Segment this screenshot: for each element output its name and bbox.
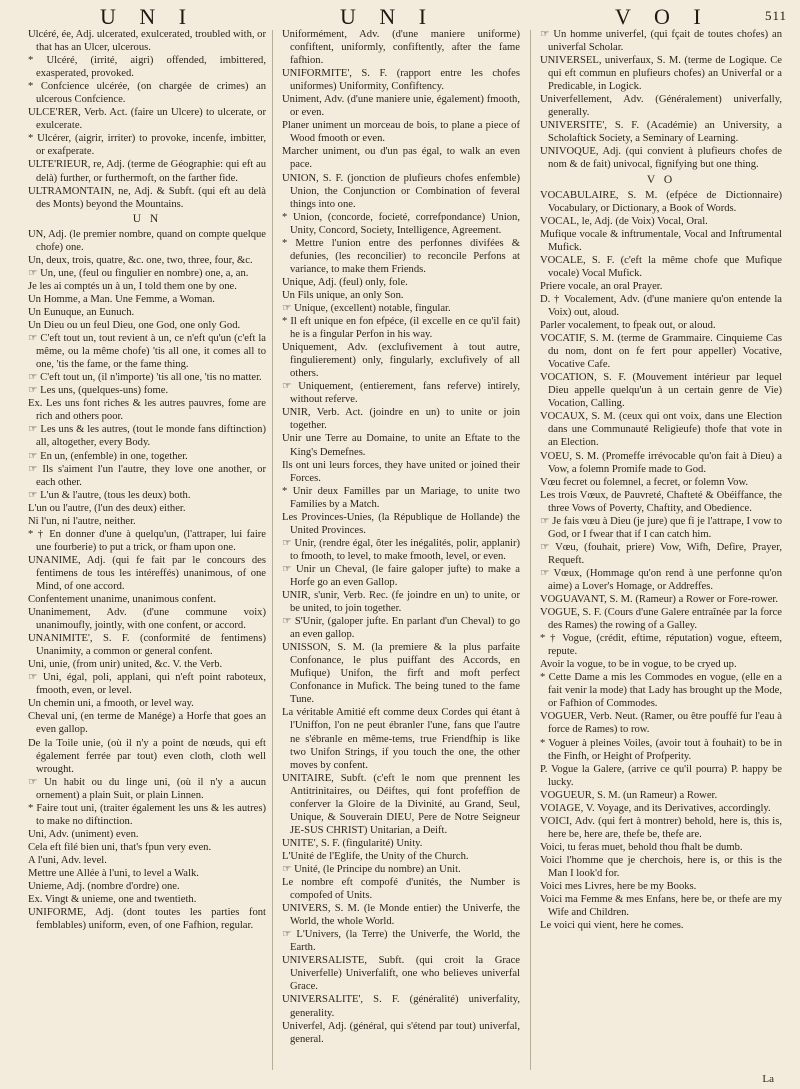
dictionary-entry: VOCAUX, S. M. (ceux qui ont voix, dans une Election dans une Communauté Religieufe) thofe that vote in an Election. bbox=[540, 411, 782, 449]
dictionary-entry: VOGUAVANT, S. M. (Rameur) a Rower or Fore-rower. bbox=[540, 594, 779, 606]
dictionary-entry: P. Vogue la Galere, (arrive ce qu'il pourra) P. happy be lucky. bbox=[540, 763, 782, 788]
dictionary-entry: Unique, Adj. (feul) only, fole. bbox=[282, 276, 408, 288]
dictionary-entry: VOICI, Adv. (qui fert à montrer) behold, here is, this is, here be, here are, thefe be, thefe are. bbox=[540, 815, 782, 840]
dictionary-entry: ULCE'RER, Verb. Act. (faire un Ulcere) to ulcerate, or exulcerate. bbox=[28, 107, 266, 132]
dictionary-entry: VOGUE, S. F. (Cours d'une Galere entraînée par la force des Rames) the rowing of a Galley. bbox=[540, 607, 782, 632]
dictionary-entry: UN, Adj. (le premier nombre, quand on compte quelque chofe) one. bbox=[28, 228, 266, 253]
dictionary-entry: Priere vocale, an oral Prayer. bbox=[540, 280, 663, 292]
dictionary-entry: Mettre une Allée à l'uni, to level a Walk. bbox=[28, 868, 199, 879]
catchword: La bbox=[762, 1073, 774, 1085]
dictionary-entry: Ulcéré, ée, Adj. ulcerated, exulcerated, troubled with, or that has an Ulcer, ulcerous. bbox=[28, 29, 266, 54]
dictionary-entry: Voici, tu feras muet, behold thou fhalt be dumb. bbox=[540, 841, 743, 853]
dictionary-entry: Mufique vocale & inftrumentale, Vocal and Inftrumental Mufick. bbox=[540, 228, 782, 253]
page-number: 511 bbox=[765, 8, 788, 23]
dictionary-entry: UNITAIRE, Subft. (c'eft le nom que prennent les Antitrinitaires, ou Déiftes, qui font profeffion de conferver la Gloire de la Divinité, au Grand, Seul, Unique, & Souverain DIEU, Pere de Notre Seigneur JE-SUS CHRIST) Unitarian, a Deift. bbox=[282, 772, 520, 836]
dictionary-entry: ☞ Les uns & les autres, (tout le monde fans diftinction) all, altogether, every Body. bbox=[28, 424, 266, 449]
dictionary-entry: * Ulcérer, (aigrir, irriter) to provoke, incenfe, imbitter, or exafperate. bbox=[28, 133, 266, 158]
dictionary-entry: ☞ Ils s'aiment l'un l'autre, they love one another, or each other. bbox=[28, 463, 266, 488]
dictionary-entry: VOCABULAIRE, S. M. (efpéce de Dictionnaire) Vocabulary, or Dictionary, a Book of Words. bbox=[540, 189, 782, 214]
dictionary-entry: UNION, S. F. (jonction de plufieurs chofes enfemble) Union, the Conjunction or Combination of feveral things into one. bbox=[282, 172, 520, 210]
dictionary-entry: Voici mes Livres, here be my Books. bbox=[540, 881, 697, 893]
dictionary-entry: ☞ Je fais vœu à Dieu (je jure) que fi je l'attrape, I vow to God, or I fwear that if I can catch him. bbox=[540, 515, 782, 540]
dictionary-entry: * Mettre l'union entre des perfonnes divifées & defunies, (les reconcilier) to reconcile Perfons at variance, to make them Friends. bbox=[282, 237, 520, 275]
dictionary-entry: * Faire tout uni, (traiter également les uns & les autres) to make no diftinction. bbox=[28, 802, 266, 827]
dictionary-entry: L'Unité de l'Eglife, the Unity of the Church. bbox=[282, 850, 469, 862]
section-heading: U N bbox=[132, 212, 162, 225]
running-head-right: V O I bbox=[615, 4, 710, 29]
dictionary-entry: ULTE'RIEUR, re, Adj. (terme de Géographie: qui eft au delà) further, or furthermoft, on the farther fide. bbox=[28, 159, 266, 184]
dictionary-entry: * Cette Dame a mis les Commodes en vogue, (elle en a fait venir la mode) that Lady has brought up the Mode, or Fafhion of Commodes. bbox=[540, 672, 782, 710]
dictionary-entry: UNIFORMITE', S. F. (rapport entre les chofes uniformes) Uniformity, Confiftency. bbox=[282, 68, 520, 93]
dictionary-entry: Ils ont uni leurs forces, they have united or joined their Forces. bbox=[282, 459, 520, 484]
dictionary-entry: Je les ai comptés un à un, I told them one by one. bbox=[28, 280, 237, 292]
dictionary-entry: UNANIME, Adj. (qui fe fait par le concours des fentimens de tous les intéreffés) unanimous, of one Mind, of one accord. bbox=[28, 554, 266, 592]
section-heading: V O bbox=[646, 173, 676, 186]
dictionary-entry: ☞ Un, une, (feul ou fingulier en nombre) one, a, an. bbox=[28, 267, 249, 279]
dictionary-entry: Voici ma Femme & mes Enfans, here be, or thefe are my Wife and Children. bbox=[540, 894, 782, 919]
dictionary-entry: VOGUER, Verb. Neut. (Ramer, ou être pouffé fur l'eau à force de Rames) to row. bbox=[540, 711, 782, 736]
running-head bbox=[0, 2, 800, 28]
dictionary-entry: ☞ En un, (enfemble) in one, together. bbox=[28, 450, 188, 462]
dictionary-entry: * Ulcéré, (irrité, aigri) offended, imbittered, exasperated, provoked. bbox=[28, 55, 266, 80]
dictionary-entry: ULTRAMONTAIN, ne, Adj. & Subft. (qui eft au delà des Monts) beyond the Mountains. bbox=[28, 185, 266, 210]
dictionary-entry: UNIFORME, Adj. (dont toutes les parties font femblables) uniform, even, of one Fafhion, regular. bbox=[28, 907, 266, 932]
dictionary-entry: Uniquement, Adv. (exclufivement à tout autre, fingulierement) only, fingularly, exclufively of all others. bbox=[282, 342, 520, 380]
dictionary-entry: Voici l'homme que je cherchois, here is, or this is the Man I look'd for. bbox=[540, 854, 782, 879]
dictionary-entry: * Union, (concorde, focieté, correfpondance) Union, Unity, Concord, Society, Intelligence, Agreement. bbox=[282, 211, 520, 236]
dictionary-entry: ☞ S'Unir, (galoper jufte. En parlant d'un Cheval) to go an even gallop. bbox=[282, 616, 520, 641]
dictionary-entry: UNIVERSEL, univerfaux, S. M. (terme de Logique. Ce qui eft commun en plufieurs chofes) an Univerfal or a Predicable, in Logick. bbox=[540, 55, 782, 93]
dictionary-entry: ☞ Unité, (le Principe du nombre) an Unit. bbox=[282, 864, 461, 875]
dictionary-entry: ☞ Unir, (rendre égal, ôter les inégalités, polir, applanir) to fmooth, to level, to make fmooth, level, or even. bbox=[282, 537, 520, 562]
dictionary-entry: Un Dieu ou un feul Dieu, one God, one only God. bbox=[28, 320, 241, 332]
dictionary-entry: UNANIMITE', S. F. (conformité de fentimens) Unanimity, a common or general confent. bbox=[28, 633, 266, 658]
dictionary-entry: VOIAGE, V. Voyage, and its Derivatives, accordingly. bbox=[540, 802, 771, 814]
column-left bbox=[28, 28, 266, 1082]
dictionary-entry: Le nombre eft compofé d'unités, the Number is compofed of Units. bbox=[282, 877, 520, 902]
dictionary-entry: ☞ Vœu, (fouhait, priere) Vow, Wifh, Defire, Prayer, Requeft. bbox=[540, 541, 782, 566]
dictionary-entry: Avoir la vogue, to be in vogue, to be cryed up. bbox=[540, 659, 737, 671]
dictionary-entry: ☞ L'Univers, (la Terre) the Univerfe, the World, the Earth. bbox=[282, 929, 520, 954]
dictionary-entry: UNIR, Verb. Act. (joindre en un) to unite or join together. bbox=[282, 407, 520, 432]
dictionary-entry: ☞ Uniquement, (entierement, fans referve) intirely, without referve. bbox=[282, 381, 520, 406]
dictionary-entry: VOCAL, le, Adj. (de Voix) Vocal, Oral. bbox=[540, 215, 708, 227]
dictionary-entry: Univerfellement, Adv. (Généralement) univerfally, generally. bbox=[540, 94, 782, 119]
dictionary-entry: Unir une Terre au Domaine, to unite an Eftate to the King's Demefnes. bbox=[282, 433, 520, 458]
dictionary-entry: ☞ Unir un Cheval, (le faire galoper jufte) to make a Horfe go an even Gallop. bbox=[282, 563, 520, 588]
dictionary-entry: VOCATION, S. F. (Mouvement intérieur par lequel Dieu appelle quelqu'un à un certain genre de Vie) Vocation, Calling. bbox=[540, 372, 782, 410]
column-rule-right bbox=[530, 30, 531, 1070]
dictionary-entry: Ex. Les uns font riches & les autres pauvres, fome are rich and others poor. bbox=[28, 398, 266, 423]
dictionary-entry: Cela eft filé bien uni, that's fpun very even. bbox=[28, 841, 212, 853]
dictionary-entry: Uniformément, Adv. (d'une maniere uniforme) confiftent, uniformly, confiftently, after the fame fafhion. bbox=[282, 29, 520, 67]
dictionary-entry: Uniment, Adv. (d'une maniere unie, également) fmooth, or even. bbox=[282, 94, 520, 119]
dictionary-entry: UNITE', S. F. (fingularité) Unity. bbox=[282, 837, 423, 849]
dictionary-entry: Vœu fecret ou folemnel, a fecret, or folemn Vow. bbox=[540, 476, 749, 488]
dictionary-entry: Marcher uniment, ou d'un pas égal, to walk an even pace. bbox=[282, 146, 520, 171]
dictionary-entry: VOGUEUR, S. M. (un Rameur) a Rower. bbox=[540, 789, 718, 801]
dictionary-entry: Unieme, Adj. (nombre d'ordre) one. bbox=[28, 881, 180, 893]
dictionary-entry: VOCALE, S. F. (c'eft la même chofe que Mufique vocale) Vocal Mufick. bbox=[540, 254, 782, 279]
dictionary-entry: UNISSON, S. M. (la premiere & la plus parfaite Confonance, le plus puiffant des Accords, en Mufique) Unifon, the firft and moft perfect Confonance in Mufick. The being tuned to the fame Tune. bbox=[282, 642, 520, 706]
dictionary-entry: Unanimement, Adv. (d'une commune voix) unanimoufly, jointly, with one confent, or accord. bbox=[28, 607, 266, 632]
dictionary-entry: Parler vocalement, to fpeak out, or aloud. bbox=[540, 320, 716, 332]
running-head-center: U N I bbox=[340, 4, 436, 29]
dictionary-entry: ☞ C'eft tout un, tout revient à un, ce n'eft qu'un (c'eft la même, ou la même chofe) 'tis all one, it comes all to one, 'tis the fame, or the fame thing. bbox=[28, 333, 266, 371]
dictionary-entry: Univerfel, Adj. (général, qui s'étend par tout) univerfal, general. bbox=[282, 1020, 520, 1045]
dictionary-entry: VOEU, S. M. (Promeffe irrévocable qu'on fait à Dieu) a Vow, a folemn Promife made to God. bbox=[540, 450, 782, 475]
dictionary-entry: Un, deux, trois, quatre, &c. one, two, three, four, &c. bbox=[28, 254, 253, 266]
dictionary-entry: Un Homme, a Man. Une Femme, a Woman. bbox=[28, 293, 215, 305]
dictionary-entry: La véritable Amitié eft comme deux Cordes qui étant à l'Uniffon, l'on ne peut ébranler l'une, fans que l'autre ne s'ébranle en même-tems, true Friendfhip is like two Unifon Strings, if you touch the one, the other moves by confent. bbox=[282, 707, 520, 771]
dictionary-entry: ☞ Uni, égal, poli, applani, qui n'eft point raboteux, fmooth, even, or level. bbox=[28, 672, 266, 697]
dictionary-entry: Cheval uni, (en terme de Manége) a Horfe that goes an even gallop. bbox=[28, 711, 266, 736]
dictionary-entry: Le voici qui vient, here he comes. bbox=[540, 920, 684, 932]
dictionary-entry: Ex. Vingt & unieme, one and twentieth. bbox=[28, 894, 197, 906]
dictionary-entry: ☞ Un homme univerfel, (qui fçait de toutes chofes) an univerfal Scholar. bbox=[540, 29, 782, 54]
dictionary-entry: UNIVOQUE, Adj. (qui convient à plufieurs chofes de nom & de fait) univocal, fignifying but one thing. bbox=[540, 146, 782, 171]
dictionary-entry: * † Vogue, (crédit, eftime, réputation) vogue, efteem, repute. bbox=[540, 633, 782, 658]
dictionary-entry: Planer uniment un morceau de bois, to plane a piece of Wood fmooth or even. bbox=[282, 120, 520, 145]
dictionary-entry: Uni, Adv. (uniment) even. bbox=[28, 828, 139, 840]
dictionary-entry: ☞ Unique, (excellent) notable, fingular. bbox=[282, 302, 451, 314]
dictionary-entry: * Confcience ulcérée, (on chargée de crimes) an ulcerous Confcience. bbox=[28, 81, 266, 106]
dictionary-entry: ☞ C'eft tout un, (il n'importe) 'tis all one, 'tis no matter. bbox=[28, 372, 262, 384]
dictionary-entry: * Voguer à pleines Voiles, (avoir tout à fouhait) to be in the Finfh, or Height of Profperity. bbox=[540, 737, 782, 762]
dictionary-entry: ☞ Vœux, (Hommage qu'on rend à une perfonne qu'on aime) a Lover's Homage, or Addreffes. bbox=[540, 567, 782, 592]
dictionary-entry: Les trois Vœux, de Pauvreté, Chafteté & Obéiffance, the three Vows of Poverty, Chaftity, and Obedience. bbox=[540, 489, 782, 514]
dictionary-entry: UNIVERSITE', S. F. (Académie) an University, a Scholaftick Society, a Seminary of Learning. bbox=[540, 120, 782, 145]
dictionary-entry: * Il eft unique en fon efpéce, (il excelle en ce qu'il fait) he is a fingular Perfon in his way. bbox=[282, 316, 520, 341]
dictionary-entry: * † En donner d'une à quelqu'un, (l'attraper, lui faire une fourberie) to put a trick, or fham upon one. bbox=[28, 528, 266, 553]
running-head-left: U N I bbox=[100, 4, 196, 29]
dictionary-entry: Ni l'un, ni l'autre, neither. bbox=[28, 515, 136, 527]
dictionary-entry: Les Provinces-Unies, (la République de Hollande) the United Provinces. bbox=[282, 511, 520, 536]
dictionary-entry: UNIR, s'unir, Verb. Rec. (fe joindre en un) to unite, or be united, to join together. bbox=[282, 590, 520, 615]
column-middle bbox=[282, 28, 520, 1082]
dictionary-entry: UNIVERSALISTE, Subft. (qui croit la Grace Univerfelle) Univerfalift, one who believes univerfal Grace. bbox=[282, 955, 520, 993]
dictionary-entry: UNIVERS, S. M. (le Monde entier) the Univerfe, the World, the whole World. bbox=[282, 903, 520, 928]
dictionary-entry: L'un ou l'autre, (l'un des deux) either. bbox=[28, 502, 186, 514]
column-right bbox=[540, 28, 782, 1082]
column-rule-left bbox=[272, 30, 273, 1070]
dictionary-entry: Un Eunuque, an Eunuch. bbox=[28, 306, 135, 318]
dictionary-entry: Confentement unanime, unanimous confent. bbox=[28, 594, 216, 606]
dictionary-entry: ☞ Les uns, (quelques-uns) fome. bbox=[28, 385, 169, 397]
dictionary-entry: A l'uni, Adv. level. bbox=[28, 854, 107, 866]
dictionary-entry: * Unir deux Familles par un Mariage, to unite two Families by a Match. bbox=[282, 485, 520, 510]
dictionary-entry: Un Fils unique, an only Son. bbox=[282, 289, 404, 301]
dictionary-entry: UNIVERSALITE', S. F. (généralité) univerfality, generality. bbox=[282, 994, 520, 1019]
dictionary-entry: D. † Vocalement, Adv. (d'une maniere qu'on entende la Voix) out, aloud. bbox=[540, 293, 782, 318]
dictionary-entry: ☞ Un habit ou du linge uni, (où il n'y a aucun ornement) a plain Suit, or plain Linnen. bbox=[28, 776, 266, 801]
dictionary-entry: De la Toile unie, (où il n'y a point de nœuds, qui eft également ferrée par tout) even cloth, cloth well wrought. bbox=[28, 737, 266, 775]
dictionary-entry: VOCATIF, S. M. (terme de Grammaire. Cinquieme Cas du nom, dont on fe fert pour appeller) Vocative, Vocative Cafe. bbox=[540, 333, 782, 371]
dictionary-entry: Uni, unie, (from unir) united, &c. V. the Verb. bbox=[28, 659, 223, 671]
dictionary-entry: ☞ L'un & l'autre, (tous les deux) both. bbox=[28, 489, 191, 501]
dictionary-entry: Un chemin uni, a fmooth, or level way. bbox=[28, 698, 194, 710]
